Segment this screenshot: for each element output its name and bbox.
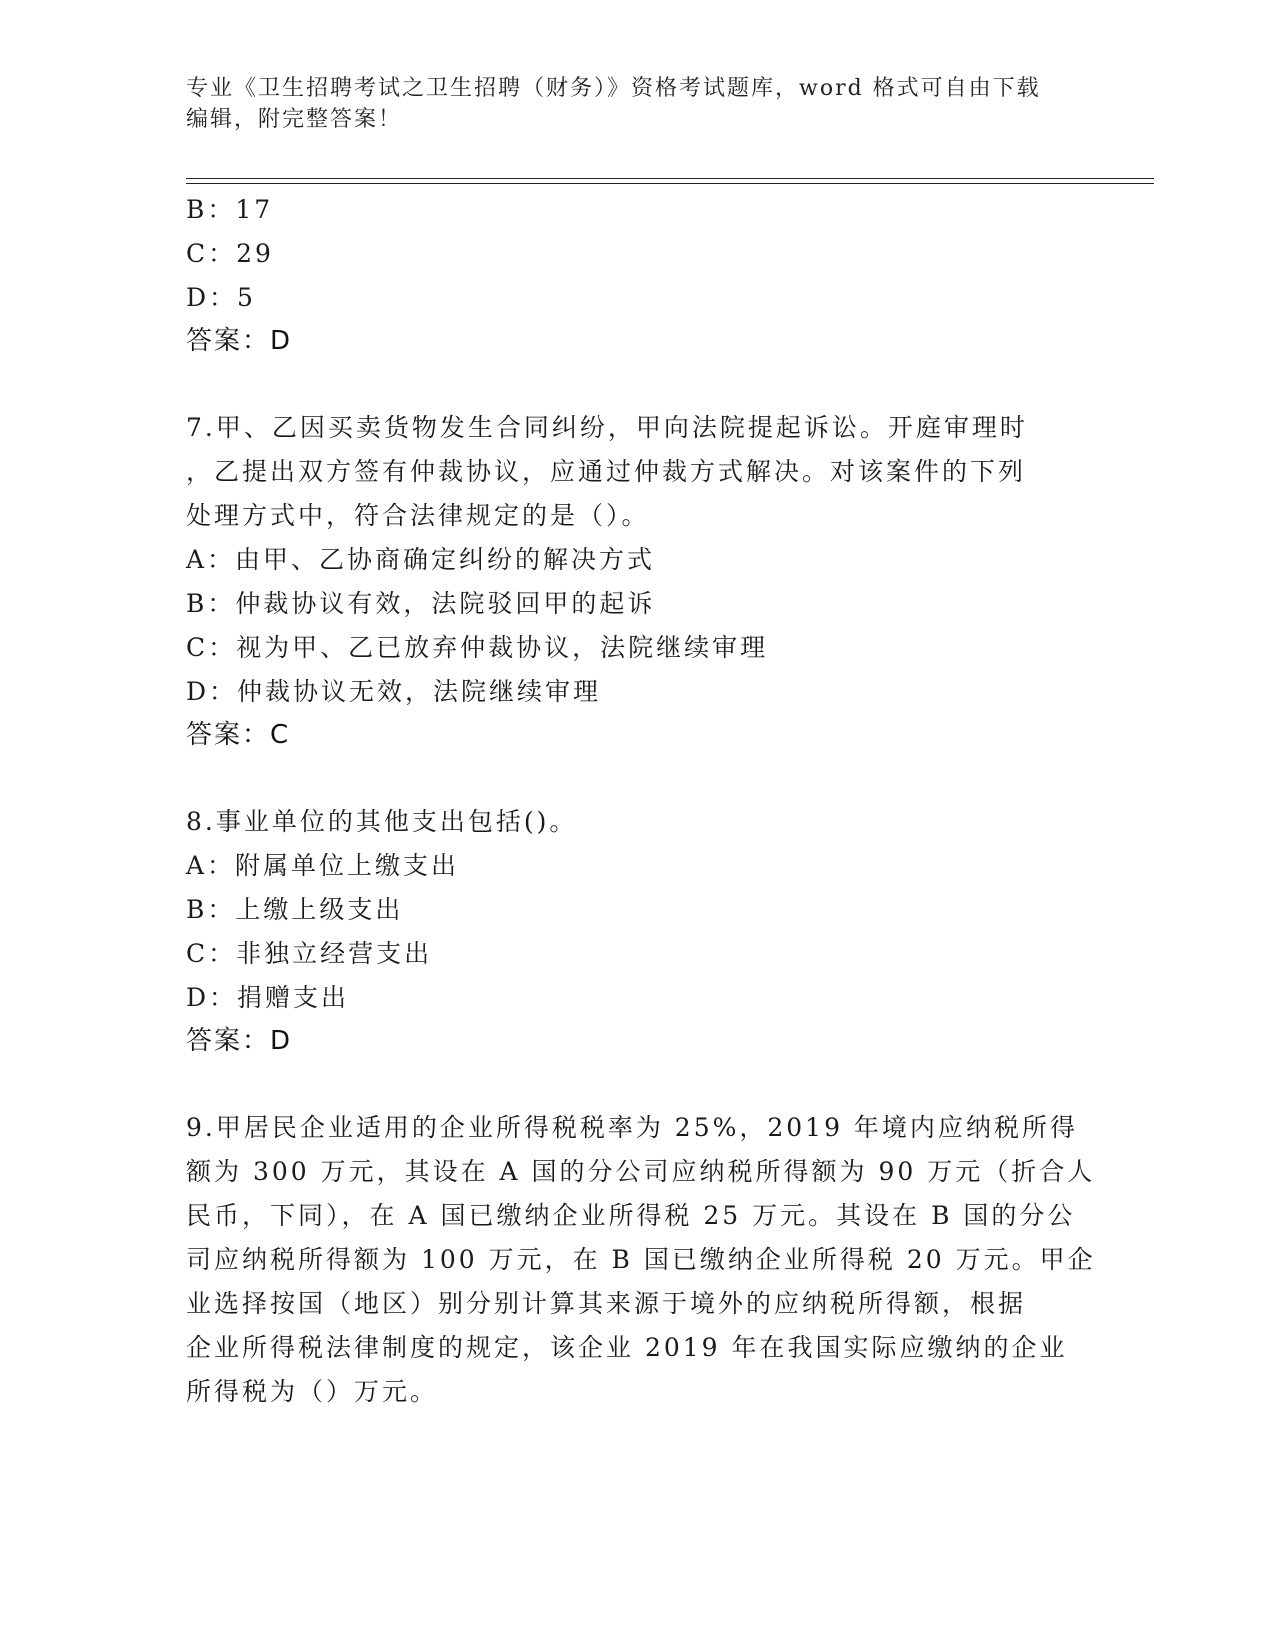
prev-option-b: B：17 bbox=[186, 195, 274, 224]
q8-stem-line-1: 8.事业单位的其他支出包括()。 bbox=[186, 807, 578, 836]
q8-option-d: D：捐赠支出 bbox=[186, 983, 350, 1012]
header-line-2: 编辑，附完整答案！ bbox=[186, 107, 403, 132]
q7-answer: 答案：C bbox=[186, 720, 291, 750]
q9-stem-line-2: 额为 300 万元，其设在 A 国的分公司应纳税所得额为 90 万元（折合人 bbox=[186, 1157, 1096, 1186]
q9-stem-line-4: 司应纳税所得额为 100 万元，在 B 国已缴纳企业所得税 20 万元。甲企 bbox=[186, 1245, 1096, 1274]
q7-stem-line-2: ，乙提出双方签有仲裁协议，应通过仲裁方式解决。对该案件的下列 bbox=[186, 457, 1027, 486]
q7-option-d: D：仲裁协议无效，法院继续审理 bbox=[186, 677, 602, 706]
document-header bbox=[186, 73, 1066, 135]
prev-option-c: C：29 bbox=[186, 239, 274, 268]
header-divider-top bbox=[186, 178, 1154, 179]
q8-option-a: A：附属单位上缴支出 bbox=[186, 851, 460, 880]
q9-stem-line-3: 民币，下同），在 A 国已缴纳企业所得税 25 万元。其设在 B 国的分公 bbox=[186, 1201, 1076, 1230]
q7-stem-line-1: 7.甲、乙因买卖货物发生合同纠纷，甲向法院提起诉讼。开庭审理时 bbox=[186, 413, 1028, 442]
header-divider-bottom bbox=[186, 183, 1154, 184]
q8-option-b: B：上缴上级支出 bbox=[186, 895, 404, 924]
q9-stem-line-6: 企业所得税法律制度的规定，该企业 2019 年在我国实际应缴纳的企业 bbox=[186, 1333, 1068, 1362]
q9-stem-line-5: 业选择按国（地区）别分别计算其来源于境外的应纳税所得额，根据 bbox=[186, 1289, 1027, 1318]
q8-answer: 答案：D bbox=[186, 1026, 293, 1056]
q9-stem-line-1: 9.甲居民企业适用的企业所得税税率为 25%，2019 年境内应纳税所得 bbox=[186, 1113, 1078, 1142]
q7-option-c: C：视为甲、乙已放弃仲裁协议，法院继续审理 bbox=[186, 633, 769, 662]
prev-option-d: D：5 bbox=[186, 283, 256, 312]
q7-stem-line-3: 处理方式中，符合法律规定的是（）。 bbox=[186, 501, 650, 530]
q7-option-b: B：仲裁协议有效，法院驳回甲的起诉 bbox=[186, 589, 656, 618]
q8-option-c: C：非独立经营支出 bbox=[186, 939, 433, 968]
q9-stem-line-7: 所得税为（）万元。 bbox=[186, 1377, 439, 1406]
q7-option-a: A：由甲、乙协商确定纠纷的解决方式 bbox=[186, 545, 656, 574]
prev-answer: 答案：D bbox=[186, 326, 293, 356]
header-line-1: 专业《卫生招聘考试之卫生招聘（财务）》资格考试题库，word 格式可自由下载 bbox=[186, 76, 1041, 101]
